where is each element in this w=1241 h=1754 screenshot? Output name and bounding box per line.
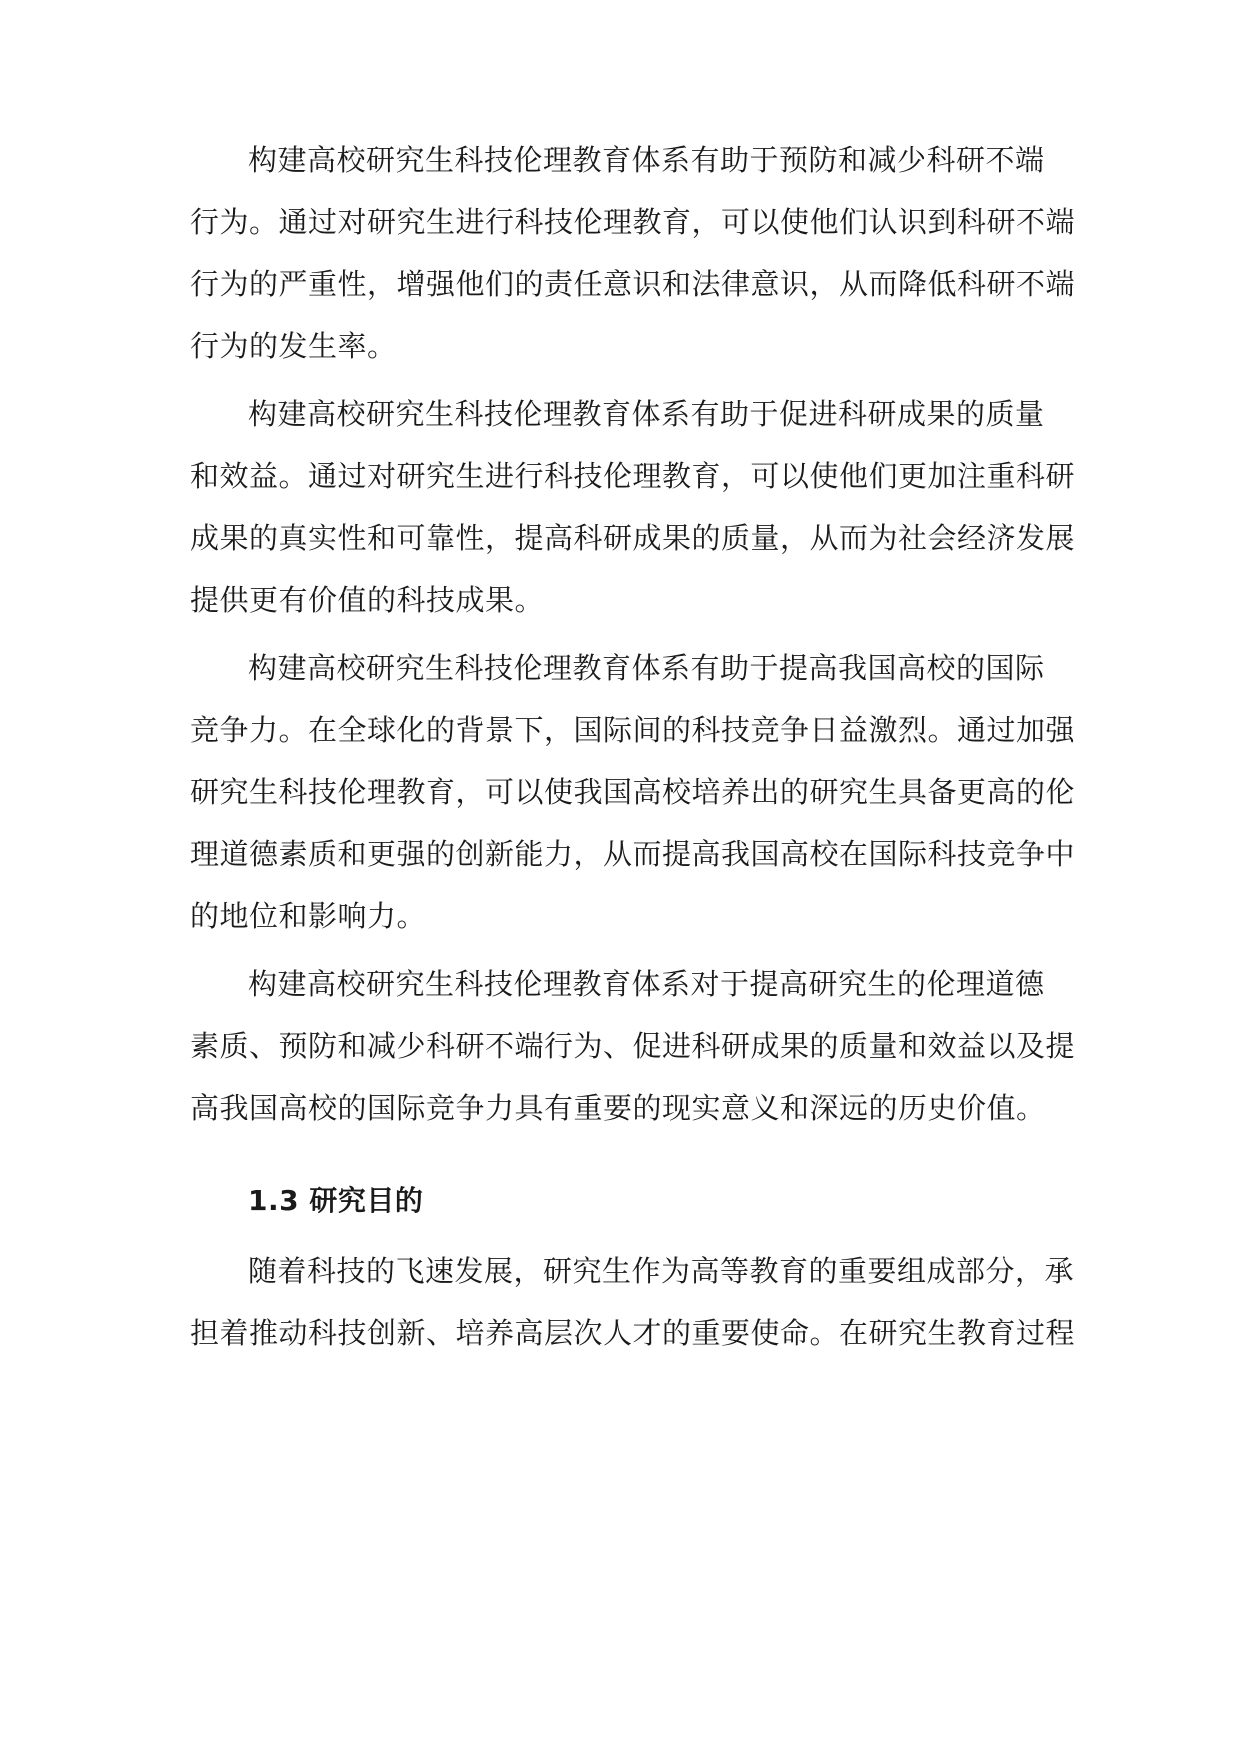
paragraph-line: 提供更有价值的科技成果。 bbox=[190, 583, 545, 617]
paragraph-line: 行为。通过对研究生进行科技伦理教育，可以使他们认识到科研不端 bbox=[190, 205, 1076, 239]
paragraph-line: 理道德素质和更强的创新能力，从而提高我国高校在国际科技竞争中 bbox=[190, 837, 1076, 871]
paragraph-line: 成果的真实性和可靠性，提高科研成果的质量，从而为社会经济发展 bbox=[190, 521, 1076, 555]
paragraph-line: 构建高校研究生科技伦理教育体系对于提高研究生的伦理道德 bbox=[248, 967, 1045, 1001]
paragraph-line: 构建高校研究生科技伦理教育体系有助于预防和减少科研不端 bbox=[248, 143, 1045, 177]
paragraph-line: 随着科技的飞速发展，研究生作为高等教育的重要组成部分，承 bbox=[248, 1254, 1075, 1288]
paragraph-line: 研究生科技伦理教育，可以使我国高校培养出的研究生具备更高的伦 bbox=[190, 775, 1076, 809]
paragraph-line: 竞争力。在全球化的背景下，国际间的科技竞争日益激烈。通过加强 bbox=[190, 713, 1076, 747]
paragraph-line: 和效益。通过对研究生进行科技伦理教育，可以使他们更加注重科研 bbox=[190, 459, 1076, 493]
paragraph-line: 担着推动科技创新、培养高层次人才的重要使命。在研究生教育过程 bbox=[190, 1316, 1076, 1350]
paragraph-line: 的地位和影响力。 bbox=[190, 899, 427, 933]
paragraph-line: 素质、预防和减少科研不端行为、促进科研成果的质量和效益以及提 bbox=[190, 1029, 1076, 1063]
paragraph-line: 行为的严重性，增强他们的责任意识和法律意识，从而降低科研不端 bbox=[190, 267, 1076, 301]
paragraph-line: 构建高校研究生科技伦理教育体系有助于促进科研成果的质量 bbox=[248, 397, 1045, 431]
paragraph-line: 行为的发生率。 bbox=[190, 329, 397, 363]
section-heading: 1.3 研究目的 bbox=[248, 1184, 424, 1217]
paragraph-line: 高我国高校的国际竞争力具有重要的现实意义和深远的历史价值。 bbox=[190, 1091, 1046, 1125]
paragraph-line: 构建高校研究生科技伦理教育体系有助于提高我国高校的国际 bbox=[248, 651, 1045, 685]
